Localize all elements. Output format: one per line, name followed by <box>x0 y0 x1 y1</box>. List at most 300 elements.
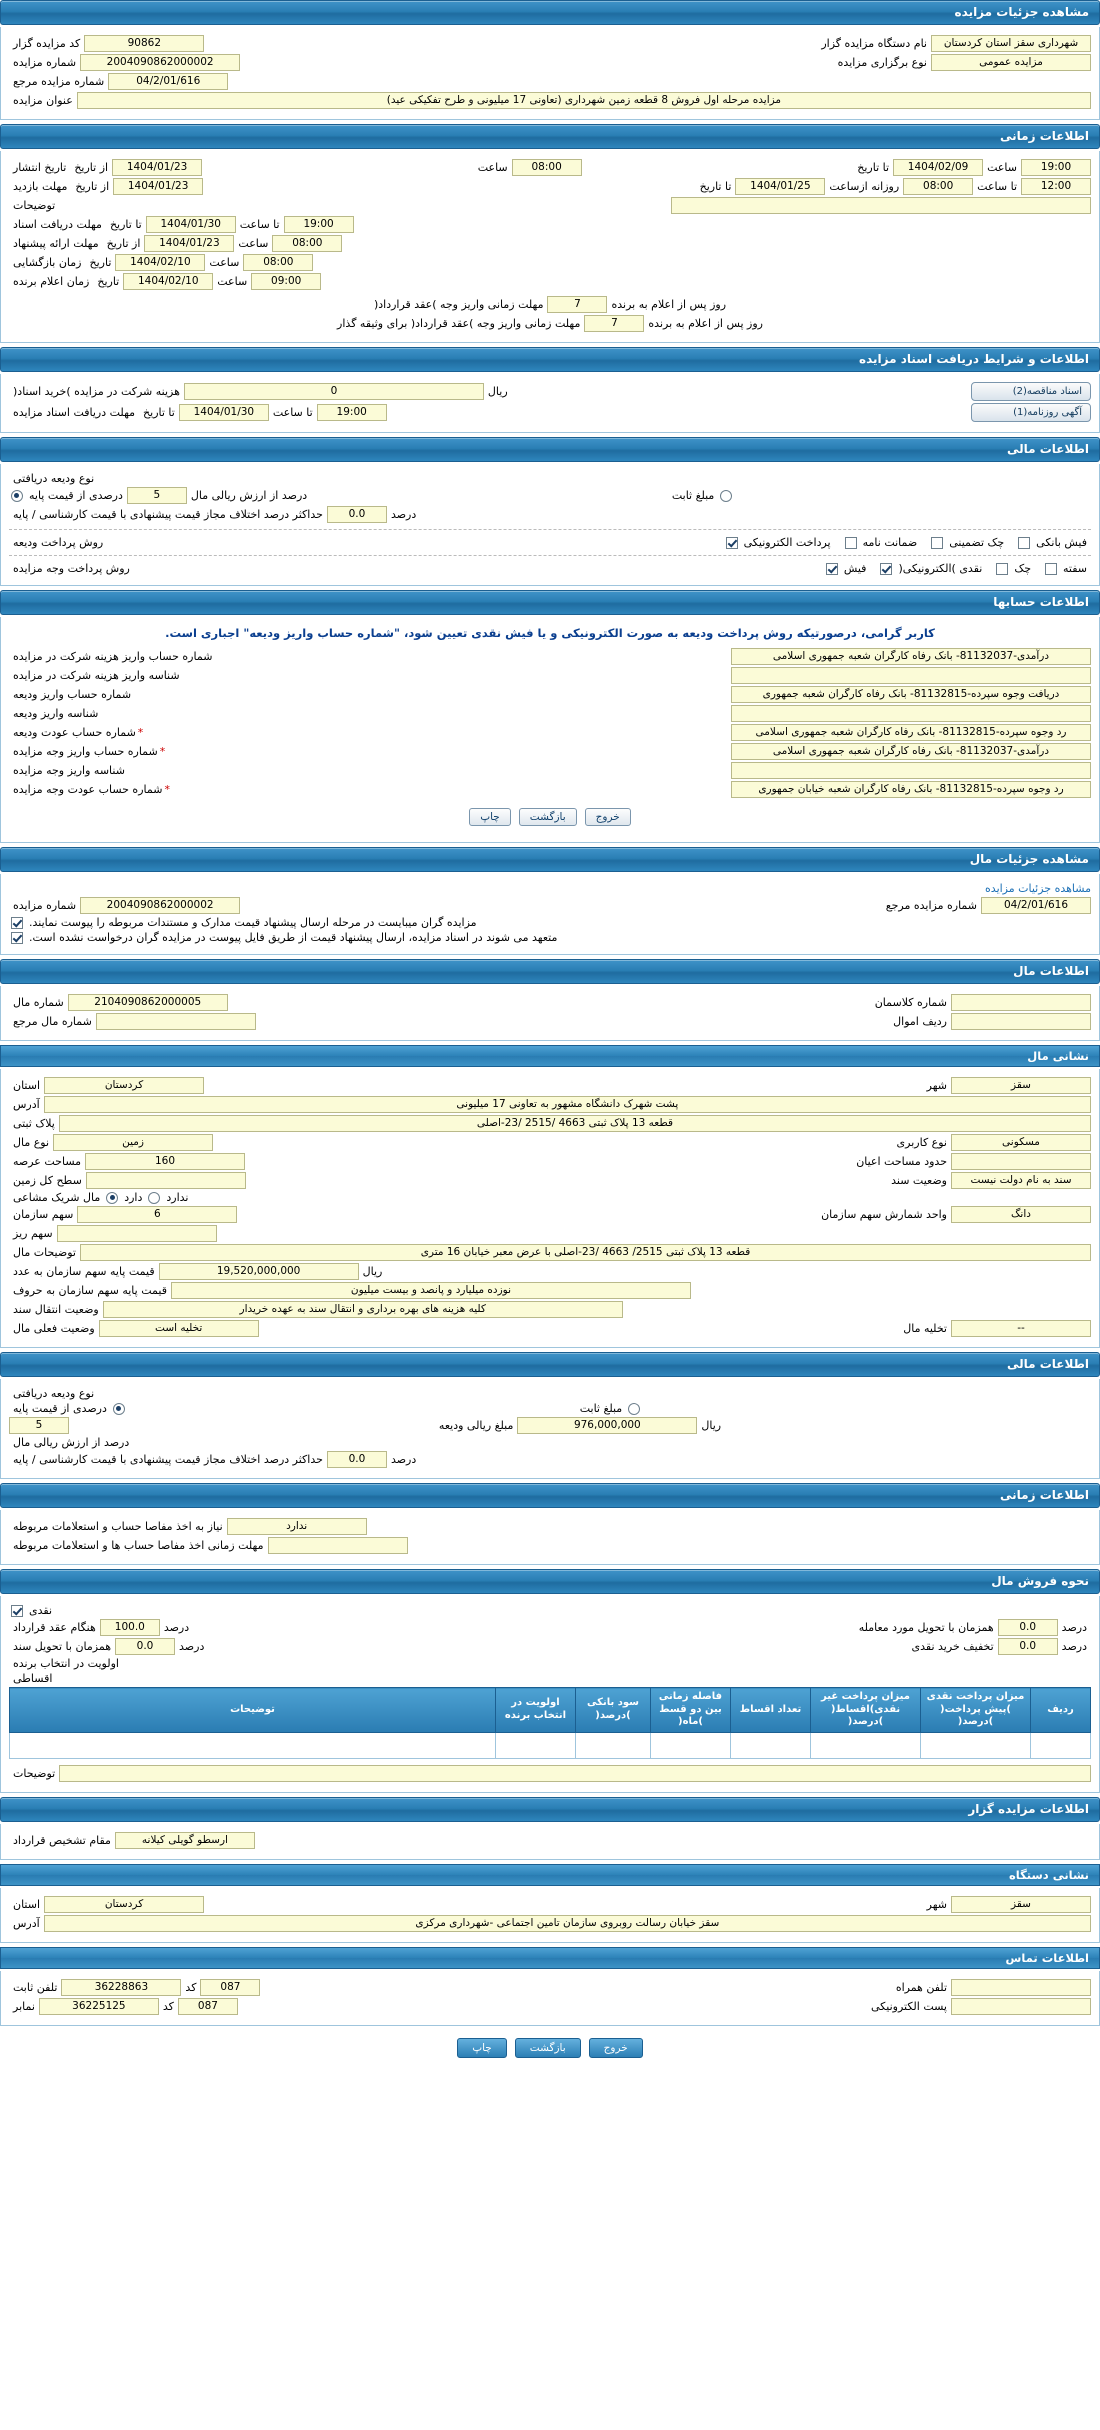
row-percent <box>9 487 1091 504</box>
minor-share-value[interactable] <box>57 1225 217 1242</box>
publish-hour[interactable]: 08:00 <box>512 159 582 176</box>
pf-percent-radio[interactable] <box>113 1403 125 1415</box>
row-property-auction-no <box>9 897 1091 914</box>
fax-code-label: کد <box>162 1999 174 2013</box>
row-open <box>9 254 1091 271</box>
account-label-0: شماره حساب واریز هزینه شرکت در مزایده <box>13 650 213 663</box>
row-property-link <box>9 882 1091 895</box>
property-auction-no-value[interactable]: 2004090862000002 <box>80 897 240 914</box>
panel-auction-details <box>0 27 1100 120</box>
section-header-property-details: مشاهده جزئیات مال <box>0 847 1100 872</box>
sale-delivery-unit: درصد <box>1061 1621 1087 1634</box>
fixed-amount-label: مبلغ ثابت <box>671 489 715 502</box>
pay-bank-receipt-label: فیش بانکی <box>1036 536 1087 549</box>
row-deposit-deadline2 <box>9 315 1091 332</box>
row-prop-desc <box>9 1244 1091 1261</box>
sale-contract-label: هنگام عقد قرارداد <box>13 1621 96 1634</box>
property-city-value[interactable]: سقز <box>951 1077 1091 1094</box>
row-docs-deadline <box>9 403 1091 422</box>
row-property-no <box>9 994 1091 1011</box>
open-hour[interactable]: 08:00 <box>243 254 313 271</box>
row-auction-pay-method <box>9 562 1091 575</box>
property-ref-no-value[interactable]: 04/2/01/616 <box>981 897 1091 914</box>
row-pf-hint <box>9 1436 1091 1449</box>
auction-number-value[interactable]: 2004090862000002 <box>80 54 240 71</box>
row-title <box>9 92 1091 109</box>
pay-receipt-checkbox[interactable] <box>826 563 838 575</box>
pay-cash-electronic-checkbox[interactable] <box>880 563 892 575</box>
account-row-3 <box>9 705 1091 722</box>
section-header-financial-info: اطلاعات مالی <box>0 437 1100 462</box>
row-type-usage <box>9 1134 1091 1151</box>
panel-contact-info <box>0 1971 1100 2026</box>
base-price-value[interactable]: 19,520,000,000 <box>159 1263 359 1280</box>
panel-property-address <box>0 1069 1100 1348</box>
account-label-4: * شماره حساب عودت ودیعه <box>9 726 147 739</box>
percent-label: درصدی از قیمت پایه <box>28 489 123 502</box>
pay-cash-electronic-label: نقدی )الکترونیکی( <box>898 562 983 575</box>
cost-label: هزینه شرکت در مزایده )خرید اسناد( <box>13 385 180 398</box>
open-label: زمان بازگشایی <box>13 256 82 269</box>
sale-desc-value[interactable] <box>59 1765 1091 1782</box>
current-status-label: وضعیت فعلی مال <box>13 1322 95 1335</box>
view-auction-details-link[interactable]: مشاهده جزئیات مزایده <box>985 882 1091 895</box>
base-price-unit: ریال <box>362 1265 383 1278</box>
docs-deadline-date[interactable]: 1404/01/30 <box>179 404 269 421</box>
toolbar-top <box>9 800 1091 834</box>
property-address-value[interactable]: پشت شهرک دانشگاه مشهور به تعاونی 17 میلیونی <box>44 1096 1091 1113</box>
pay-guarantee-checkbox[interactable] <box>845 537 857 549</box>
visit-from-label: از تاریخ <box>75 180 110 193</box>
device-address-value[interactable]: سقز خیابان رسالت روبروی سازمان تامین اجتماعی -شهرداری مرکزی <box>44 1915 1091 1932</box>
property-type-value[interactable]: زمین <box>53 1134 213 1151</box>
table-row <box>10 1732 1091 1758</box>
account-value-3[interactable] <box>731 705 1091 722</box>
phone-code-label: کد <box>185 1980 197 1994</box>
publish-to-date-label: تا تاریخ <box>857 161 890 174</box>
cell-interval <box>651 1732 731 1758</box>
pf-percent-label: درصدی از قیمت پایه <box>12 1402 107 1415</box>
property-desc-value[interactable]: قطعه 13 پلاک ثبتی 2515/ 4663 /23-اصلی با عرض معبر خیابان 16 متری <box>80 1244 1091 1261</box>
pf-fixed-label: مبلغ ثابت <box>579 1402 623 1415</box>
pt-deadline-value[interactable] <box>268 1537 408 1554</box>
sale-doc-delivery-value[interactable]: 0.0 <box>115 1638 175 1655</box>
device-city-value[interactable]: سقز <box>951 1896 1091 1913</box>
property-area-label: مساحت عرصه <box>13 1155 82 1168</box>
mobile-value[interactable] <box>951 1979 1091 1996</box>
percent-hint: درصد از ارزش ریالی مال <box>190 489 308 502</box>
pay-receipt-label: فیش <box>843 562 867 575</box>
row-receive-doc <box>9 216 1091 233</box>
th-desc: توضیحات <box>10 1688 496 1733</box>
visit-daily-to[interactable]: 12:00 <box>1021 178 1091 195</box>
shared-no-radio[interactable] <box>148 1192 160 1204</box>
panel-property-financial <box>0 1379 1100 1479</box>
shared-no-label: ندارد <box>166 1191 189 1204</box>
property-ref-value[interactable] <box>96 1013 256 1030</box>
account-label-1: شناسه واریز هزینه شرکت در مزایده <box>13 669 180 682</box>
percent-value[interactable]: 5 <box>127 487 187 504</box>
max-diff-label: حداکثر درصد اختلاف مجاز قیمت پیشنهادی با قیمت کارشناسی / پایه <box>13 508 323 521</box>
sale-delivery-label: همزمان با تحویل مورد معامله <box>858 1621 994 1634</box>
cell-noncash-percent <box>811 1732 921 1758</box>
visit-daily-to-label: تا ساعت <box>977 180 1017 193</box>
row-land-total <box>9 1172 1091 1189</box>
property-no-value[interactable]: 2104090862000005 <box>68 994 228 1011</box>
property-ref-label: شماره مال مرجع <box>13 1015 92 1028</box>
account-value-0[interactable]: درآمدی-81132037- بانک رفاه کارگران شعبه جمهوری اسلامی <box>731 648 1091 665</box>
pf-fixed-radio[interactable] <box>628 1403 640 1415</box>
sale-discount-value[interactable]: 0.0 <box>998 1638 1058 1655</box>
back-button-top[interactable]: بازگشت <box>519 808 577 826</box>
fax-label: نمابر <box>13 1999 35 2013</box>
shared-yes-radio[interactable] <box>106 1192 118 1204</box>
visit-from-date[interactable]: 1404/01/23 <box>113 178 203 195</box>
property-check1-label: مزایده گران میبایست در مرحله ارسال پیشنهاد قیمت مدارک و مستندات مربوطه را پیوست نمایند. <box>29 916 477 929</box>
publish-hour-label: ساعت <box>477 161 508 174</box>
visit-daily-from[interactable]: 08:00 <box>903 178 973 195</box>
visit-to-label: تا تاریخ <box>699 180 732 193</box>
sale-contract-value[interactable]: 100.0 <box>100 1619 160 1636</box>
auction-number-label: شماره مزایده <box>13 56 77 69</box>
property-auction-no-label: شماره مزایده <box>13 899 77 912</box>
deposit-deadline-label: مهلت زمانی واریز وجه )عقد قرارداد( <box>373 298 544 311</box>
account-value-1[interactable] <box>731 667 1091 684</box>
device-address-label: آدرس <box>13 1916 40 1930</box>
current-status-value[interactable]: تخلیه است <box>99 1320 259 1337</box>
base-price-label: قیمت پایه سهم سازمان به عدد <box>13 1265 155 1278</box>
account-value-4[interactable]: رد وجوه سپرده-81132815- بانک رفاه کارگران شعبه جمهوری اسلامی <box>731 724 1091 741</box>
sale-priority-label: اولویت در انتخاب برنده <box>13 1657 119 1670</box>
publish-label: تاریخ انتشار <box>13 161 67 174</box>
account-value-5[interactable]: درآمدی-81132037- بانک رفاه کارگران شعبه جمهوری اسلامی <box>731 743 1091 760</box>
auction-documents-button[interactable]: اسناد مناقصه(2) <box>971 382 1091 401</box>
submit-hour[interactable]: 08:00 <box>272 235 342 252</box>
property-province-label: استان <box>13 1079 41 1092</box>
row-sale-contract <box>9 1619 1091 1636</box>
cost-value[interactable]: 0 <box>184 383 484 400</box>
property-row-value[interactable] <box>951 1013 1091 1030</box>
account-row-6 <box>9 762 1091 779</box>
type-value[interactable]: مزایده عمومی <box>931 54 1091 71</box>
visit-daily-label: روزانه ازساعت <box>829 180 900 193</box>
row-fax <box>9 1998 1091 2015</box>
section-header-sale-method: نحوه فروش مال <box>0 1569 1100 1594</box>
row-transfer <box>9 1301 1091 1318</box>
account-value-7[interactable]: رد وجوه سپرده-81132815- بانک رفاه کارگران شعبه خیابان جمهوری <box>731 781 1091 798</box>
receive-doc-hour[interactable]: 19:00 <box>284 216 354 233</box>
device-province-label: استان <box>13 1897 41 1911</box>
property-area-value[interactable]: 160 <box>85 1153 245 1170</box>
pay-electronic-label: پرداخت الکترونیکی <box>743 536 831 549</box>
divider-2 <box>9 555 1091 556</box>
row-pf-deposit-amount <box>9 1417 1091 1434</box>
sale-contract-unit: درصد <box>163 1621 190 1634</box>
type-label: نوع برگزاری مزایده <box>837 56 927 69</box>
exit-button-bottom[interactable]: خروج <box>589 2038 643 2058</box>
account-label-6: شناسه واریز وجه مزایده <box>13 764 125 777</box>
sale-cash-checkbox[interactable] <box>11 1605 23 1617</box>
row-pf-max-diff <box>9 1451 1091 1468</box>
row-property-check1 <box>9 916 1091 929</box>
property-building-area-value[interactable] <box>951 1153 1091 1170</box>
row-pt-deadline <box>9 1537 1091 1554</box>
section-header-property-time: اطلاعات زمانی <box>0 1483 1100 1508</box>
property-check2-label: متعهد می شوند در اسناد مزایده، ارسال پیشنهاد قیمت از طریق فایل پیوست در مزایده گران درخواست نشده است. <box>29 931 558 944</box>
time-desc-value[interactable] <box>671 197 1091 214</box>
row-sale-priority <box>9 1657 1091 1670</box>
account-row-5 <box>9 743 1091 760</box>
row-pt-need <box>9 1518 1091 1535</box>
divider <box>9 529 1091 530</box>
print-button-bottom[interactable]: چاپ <box>457 2038 507 2058</box>
account-row-7 <box>9 781 1091 798</box>
row-plate <box>9 1115 1091 1132</box>
email-value[interactable] <box>951 1998 1091 2015</box>
transfer-status-label: وضعیت انتقال سند <box>13 1303 99 1316</box>
exit-button-top[interactable]: خروج <box>585 808 631 826</box>
pt-need-value[interactable]: ندارد <box>227 1518 367 1535</box>
visit-label: مهلت بازدید <box>13 180 68 193</box>
account-value-6[interactable] <box>731 762 1091 779</box>
device-city-label: شهر <box>926 1897 947 1911</box>
evacuation-label: تخلیه مال <box>903 1322 947 1335</box>
panel-sale-method <box>0 1596 1100 1793</box>
pf-max-diff-label: حداکثر درصد اختلاف مجاز قیمت پیشنهادی با قیمت کارشناسی / پایه <box>13 1453 323 1466</box>
th-row-no: ردیف <box>1031 1688 1091 1733</box>
row-base-price-words <box>9 1282 1091 1299</box>
winner-date-label: تاریخ <box>97 275 120 288</box>
sale-discount-label: تخفیف خرید نقدی <box>911 1640 994 1653</box>
publish-date[interactable]: 1404/01/23 <box>112 159 202 176</box>
fixed-amount-radio[interactable] <box>720 490 732 502</box>
sale-cash-label: نقدی <box>29 1604 53 1617</box>
pay-promissory-checkbox[interactable] <box>1045 563 1057 575</box>
pf-deposit-amount-value[interactable]: 976,000,000 <box>517 1417 697 1434</box>
cell-installment-count <box>731 1732 811 1758</box>
sale-discount-unit: درصد <box>1061 1640 1087 1653</box>
deposit-deadline-suffix: روز پس از اعلام به برنده <box>611 298 727 311</box>
sale-doc-delivery-unit: درصد <box>179 1640 205 1653</box>
pf-deposit-type-label: نوع ودیعه دریافتی <box>13 1387 95 1400</box>
row-deposit-deadline <box>9 296 1091 313</box>
pf-deposit-amount-unit: ریال <box>701 1419 722 1432</box>
pf-deposit-amount-label: مبلغ ریالی ودیعه <box>438 1419 514 1432</box>
max-diff-value[interactable]: 0.0 <box>327 506 387 523</box>
property-type-label: نوع مال <box>13 1136 50 1149</box>
property-no-label: شماره مال <box>13 996 64 1009</box>
pay-check-guarantee-label: چک تضمینی <box>949 536 1005 549</box>
row-sale-installment <box>9 1672 1091 1685</box>
device-value[interactable]: شهرداری سقز استان کردستان <box>931 35 1091 52</box>
pf-max-diff-unit: درصد <box>390 1453 417 1466</box>
property-plate-value[interactable]: قطعه 13 پلاک ثبتی 4663 /2515 /23-اصلی <box>59 1115 1091 1132</box>
property-plate-label: پلاک ثبتی <box>13 1117 55 1130</box>
newspaper-ad-button[interactable]: آگهی روزنامه(1) <box>971 403 1091 422</box>
property-ref-no-label: شماره مزایده مرجع <box>885 899 977 912</box>
phone-code-value[interactable]: 087 <box>200 1979 260 1996</box>
phone-value[interactable]: 36228863 <box>61 1979 181 1996</box>
panel-financial-info <box>0 464 1100 586</box>
row-sale-cash <box>9 1604 1091 1617</box>
row-current-status <box>9 1320 1091 1337</box>
evacuation-value[interactable]: -- <box>951 1320 1091 1337</box>
account-label-2: شماره حساب واریز ودیعه <box>13 688 132 701</box>
property-land-total-value[interactable] <box>86 1172 246 1189</box>
property-doc-status-label: وضعیت سند <box>891 1174 947 1187</box>
property-usage-value[interactable]: مسکونی <box>951 1134 1091 1151</box>
deposit-deadline2-label: مهلت زمانی واریز وجه )عقد قرارداد( برای وثیقه گذار <box>337 317 581 330</box>
pay-electronic-checkbox[interactable] <box>726 537 738 549</box>
docs-deadline-hour-label: تا ساعت <box>272 406 313 419</box>
deposit-type-label: نوع ودیعه دریافتی <box>13 472 95 485</box>
row-phone <box>9 1979 1091 1996</box>
org-share-unit-label: واحد شمارش سهم سازمان <box>821 1208 947 1221</box>
th-cash-percent: میزان پرداخت نقدی )پیش پرداخت( )درصد( <box>921 1688 1031 1733</box>
section-header-auction-details: مشاهده جزئیات مزایده <box>0 0 1100 25</box>
code-label: کد مزایده گزار <box>13 37 81 50</box>
pay-check-checkbox[interactable] <box>996 563 1008 575</box>
sale-installment-label: اقساطی <box>13 1672 53 1685</box>
percent-radio[interactable] <box>11 490 23 502</box>
pay-promissory-label: سفته <box>1063 562 1087 575</box>
row-sale-desc <box>9 1765 1091 1782</box>
code-value[interactable]: 90862 <box>84 35 204 52</box>
property-desc-label: توضیحات مال <box>13 1246 76 1259</box>
device-province-value[interactable]: کردستان <box>44 1896 204 1913</box>
auction-title-label: عنوان مزایده <box>13 94 73 107</box>
property-doc-status-value[interactable]: سند به نام دولت نیست <box>951 1172 1091 1189</box>
print-button-top[interactable]: چاپ <box>469 808 511 826</box>
row-publish <box>9 159 1091 176</box>
sale-delivery-value[interactable]: 0.0 <box>998 1619 1058 1636</box>
deposit-deadline-days[interactable]: 7 <box>547 296 607 313</box>
fax-code-value[interactable]: 087 <box>178 1998 238 2015</box>
section-header-property-financial: اطلاعات مالی <box>0 1352 1100 1377</box>
account-label-7: * شماره حساب عودت وجه مزایده <box>9 783 174 796</box>
docs-deadline-label: مهلت دریافت اسناد مزایده <box>13 406 136 419</box>
th-noncash-percent: میزان پرداخت غیر نقدی)اقساط( )درصد( <box>811 1688 921 1733</box>
publish-to-hour[interactable]: 19:00 <box>1021 159 1091 176</box>
row-address-province <box>9 1077 1091 1094</box>
row-type <box>9 54 1091 71</box>
open-date[interactable]: 1404/02/10 <box>115 254 205 271</box>
winner-date[interactable]: 1404/02/10 <box>123 273 213 290</box>
property-check2-checkbox[interactable] <box>11 932 23 944</box>
visit-to-date[interactable]: 1404/01/25 <box>735 178 825 195</box>
cell-priority <box>496 1732 576 1758</box>
account-row-2 <box>9 686 1091 703</box>
transfer-status-value[interactable]: کلیه هزینه های بهره برداری و انتقال سند به عهده خریدار <box>103 1301 623 1318</box>
submit-date[interactable]: 1404/01/23 <box>144 235 234 252</box>
property-province-value[interactable]: کردستان <box>44 1077 204 1094</box>
deposit-pay-method-label: روش پرداخت ودیعه <box>13 536 104 549</box>
auction-title-value[interactable]: مزایده مرحله اول فروش 8 قطعه زمین شهرداری (تعاونی 17 میلیونی و طرح تفکیکی عید) <box>77 92 1091 109</box>
pf-max-diff-value[interactable]: 0.0 <box>327 1451 387 1468</box>
row-device <box>9 35 1091 52</box>
receive-doc-date[interactable]: 1404/01/30 <box>146 216 236 233</box>
section-header-property-address: نشانی مال <box>0 1045 1100 1067</box>
fax-value[interactable]: 36225125 <box>39 1998 159 2015</box>
email-label: پست الکترونیکی <box>871 1999 947 2013</box>
th-installment-count: تعداد اقساط <box>731 1688 811 1733</box>
pay-bank-receipt-checkbox[interactable] <box>1018 537 1030 549</box>
panel-docs-info <box>0 374 1100 433</box>
property-row-label: ردیف اموال <box>893 1015 947 1028</box>
org-share-value[interactable]: 6 <box>77 1206 237 1223</box>
account-label-5: * شماره حساب واریز وجه مزایده <box>9 745 169 758</box>
publish-to-hour-label: ساعت <box>987 161 1017 174</box>
row-base-price <box>9 1263 1091 1280</box>
th-bank-interest: سود بانکی )درصد( <box>576 1688 651 1733</box>
authority-value[interactable]: ارسطو گویلی کیلانه <box>115 1832 255 1849</box>
pt-need-label: نیاز به اخذ مفاصا حساب و استعلامات مربوطه <box>13 1520 223 1533</box>
toolbar-bottom <box>0 2030 1100 2066</box>
winner-hour[interactable]: 09:00 <box>251 273 321 290</box>
property-address-label: آدرس <box>13 1098 40 1111</box>
account-value-2[interactable]: دریافت وجوه سپرده-81132815- بانک رفاه کارگران شعبه جمهوری <box>731 686 1091 703</box>
sale-desc-label: توضیحات <box>13 1766 56 1780</box>
sale-doc-delivery-label: همزمان با تحویل سند <box>13 1640 112 1653</box>
row-deposit-pay-method <box>9 536 1091 549</box>
property-class-no-value[interactable] <box>951 994 1091 1011</box>
time-desc-label: توضیحات <box>13 199 56 212</box>
panel-property-time <box>0 1510 1100 1565</box>
account-row-1 <box>9 667 1091 684</box>
receive-doc-date-label: تا تاریخ <box>109 218 142 231</box>
row-property-check2 <box>9 931 1091 944</box>
max-diff-unit: درصد <box>390 508 417 521</box>
base-price-words-label: قیمت پایه سهم سازمان به حروف <box>13 1284 167 1297</box>
cell-desc <box>10 1732 496 1758</box>
row-area <box>9 1153 1091 1170</box>
publish-to-date[interactable]: 1404/02/09 <box>893 159 983 176</box>
base-price-words-value[interactable]: نوزده میلیارد و پانصد و بیست میلیون <box>171 1282 691 1299</box>
deposit-deadline2-suffix: روز پس از اعلام به برنده <box>648 317 763 330</box>
pf-percent-value[interactable]: 5 <box>9 1417 69 1434</box>
section-header-device-address: نشانی دستگاه <box>0 1864 1100 1886</box>
cell-row-no <box>1031 1732 1091 1758</box>
account-label-3: شناسه واریز ودیعه <box>13 707 99 720</box>
row-device-province <box>9 1896 1091 1913</box>
row-address <box>9 1096 1091 1113</box>
pay-guarantee-label: ضمانت نامه <box>862 536 918 549</box>
deposit-deadline2-days[interactable]: 7 <box>584 315 644 332</box>
panel-device-address <box>0 1888 1100 1943</box>
authority-label: مقام تشخیص قرارداد <box>13 1833 111 1847</box>
back-button-bottom[interactable]: بازگشت <box>515 2038 581 2058</box>
installment-table-header-row <box>10 1688 1091 1733</box>
shared-label: مال شریک مشاعی <box>13 1191 101 1204</box>
property-land-total-label: سطح کل زمین <box>13 1174 82 1187</box>
row-pf-deposit-type <box>9 1387 1091 1400</box>
row-deposit-type <box>9 472 1091 485</box>
pay-check-guarantee-checkbox[interactable] <box>931 537 943 549</box>
docs-deadline-hour[interactable]: 19:00 <box>317 404 387 421</box>
ref-number-value[interactable]: 04/2/01/616 <box>108 73 228 90</box>
receive-doc-label: مهلت دریافت اسناد <box>13 218 102 231</box>
property-class-no-label: شماره کلاسمان <box>874 996 947 1009</box>
pay-check-label: چک <box>1014 562 1031 575</box>
row-winner <box>9 273 1091 290</box>
property-check1-checkbox[interactable] <box>11 917 23 929</box>
org-share-unit-value[interactable]: دانگ <box>951 1206 1091 1223</box>
row-max-diff <box>9 506 1091 523</box>
section-header-contact-info: اطلاعات تماس <box>0 1947 1100 1969</box>
section-header-time-info: اطلاعات زمانی <box>0 124 1100 149</box>
property-usage-label: نوع کاربری <box>896 1136 947 1149</box>
row-minor-share <box>9 1225 1091 1242</box>
